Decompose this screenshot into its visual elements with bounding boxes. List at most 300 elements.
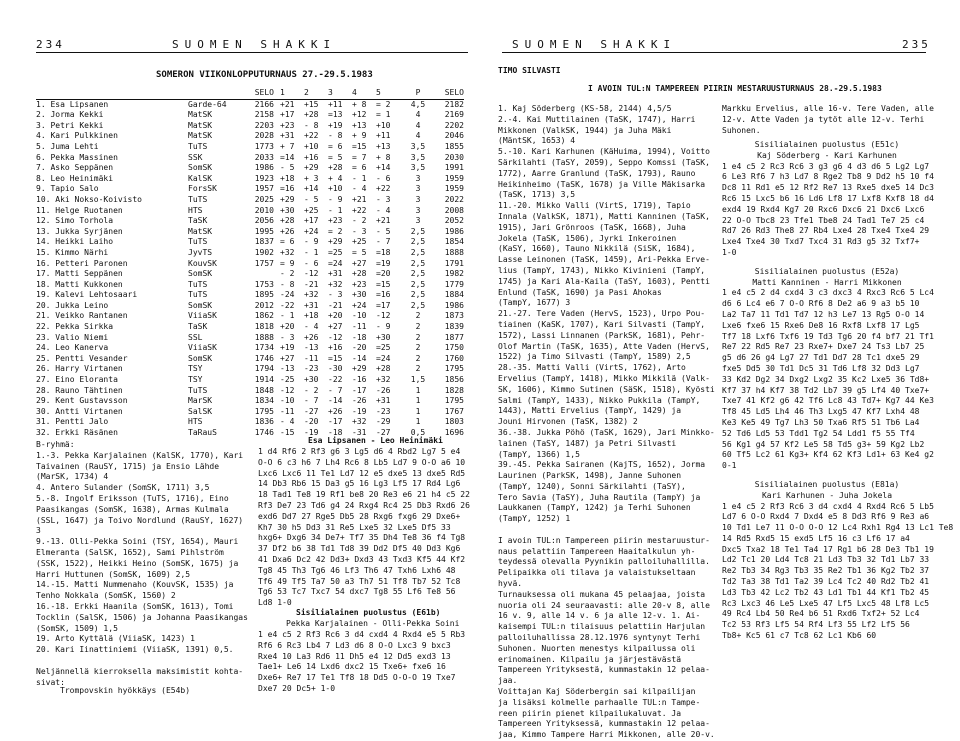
text-line: Suhonen. Nuorten menestys kilpailussa oli bbox=[498, 643, 696, 653]
table-cell: -22 bbox=[328, 375, 343, 385]
notes-line: 1.-3. Pekka Karjalainen (KalSK, 1770), Kari bbox=[36, 450, 244, 460]
table-cell: +28 bbox=[352, 269, 367, 279]
table-cell: 1854 bbox=[444, 237, 464, 247]
left-header-rule bbox=[36, 52, 468, 53]
table-cell: - 3 bbox=[328, 290, 343, 300]
text-line: nuoria oli 24 seuraavasti: alle 20-v 8, alle bbox=[498, 600, 710, 610]
table-row bbox=[36, 269, 464, 280]
text-line: Pelipaikka oli tilava ja valaistukseltaan bbox=[498, 568, 696, 578]
header-cell: SELO bbox=[444, 88, 464, 97]
table-cell: = 1 bbox=[376, 110, 391, 120]
table-cell: 16. Petteri Paronen bbox=[36, 258, 128, 268]
table-cell: -29 bbox=[376, 417, 391, 427]
table-cell: MatSK bbox=[188, 120, 213, 130]
table-cell: - 4 bbox=[376, 205, 391, 215]
game-block bbox=[722, 140, 932, 259]
text-line: (TampY, 1252) 1 bbox=[498, 514, 571, 524]
move-line: g5 d6 26 g4 Lg7 27 Td1 Dd7 28 Tc1 dxe5 29 bbox=[722, 353, 920, 363]
table-cell: Garde-64 bbox=[188, 99, 240, 110]
table-cell: = 7 bbox=[352, 152, 367, 162]
table-cell: 1791 bbox=[444, 258, 464, 268]
table-cell: -11 bbox=[280, 406, 295, 416]
table-cell: 2028 bbox=[254, 131, 274, 141]
notes-line: sivat: bbox=[36, 677, 65, 687]
table-cell: 22. Pekka Sirkka bbox=[36, 322, 114, 332]
table-cell: = 9 bbox=[280, 258, 295, 268]
text-line: jaa. bbox=[498, 676, 518, 686]
header-cell: SELO bbox=[254, 88, 274, 97]
text-line: Tampereen Yrityksessä, kummastakin 12 pelaa- bbox=[498, 719, 710, 729]
right-results-text bbox=[498, 104, 715, 741]
table-cell: 3,5 bbox=[410, 152, 426, 162]
move-line: 22 O-O Tbc8 23 Tfe1 Tbe8 24 Tad1 Te7 25 c4 bbox=[722, 215, 925, 225]
table-row bbox=[36, 301, 464, 312]
table-cell: 3 bbox=[415, 194, 421, 204]
table-cell: -21 bbox=[304, 279, 319, 289]
table-cell: TaSK bbox=[188, 322, 208, 332]
text-line: Laukkanen (TampY, 1242) ja Terhi Suhonen bbox=[498, 503, 691, 513]
table-cell: 1986 bbox=[254, 163, 274, 173]
table-cell: 2158 bbox=[254, 110, 274, 120]
table-cell: KouvSK bbox=[188, 258, 217, 268]
table-cell: -19 bbox=[304, 428, 319, 437]
notes-line: Taivainen (RauSY, 1715) ja Ensio Lähde bbox=[36, 461, 220, 471]
table-cell: = 6 bbox=[280, 237, 295, 247]
table-cell: - 9 bbox=[376, 322, 391, 332]
table-cell: - 1 bbox=[352, 173, 367, 183]
text-line: Suhonen. bbox=[722, 125, 761, 135]
table-cell: 1895 bbox=[254, 290, 274, 300]
table-cell: - 2 bbox=[280, 269, 295, 279]
table-cell: +17 bbox=[304, 216, 319, 226]
table-cell: 1779 bbox=[444, 279, 464, 289]
table-cell: HTS bbox=[188, 417, 203, 427]
table-row bbox=[36, 142, 464, 153]
notes-line: Neljännellä kierroksella maksimistit kohta- bbox=[36, 666, 244, 676]
table-cell: =13 bbox=[328, 110, 343, 120]
table-cell: -12 bbox=[328, 332, 343, 342]
table-cell: 2022 bbox=[444, 194, 464, 204]
table-cell: +21 bbox=[352, 194, 367, 204]
table-cell: 2,5 bbox=[410, 226, 426, 236]
move-line: 1 d4 Rf6 2 Rf3 g6 3 Lg5 d6 4 Rbd2 Lg7 5 e4 bbox=[258, 447, 461, 456]
table-cell: 28. Rauno Tähtinen bbox=[36, 385, 123, 395]
table-cell: +11 bbox=[376, 131, 391, 141]
table-cell: =25 bbox=[328, 247, 343, 257]
table-cell: 10. Aki Nokso-Koivisto bbox=[36, 194, 142, 204]
table-cell: =20 bbox=[376, 269, 391, 279]
table-cell: 2 bbox=[415, 353, 421, 363]
table-cell: MarSK bbox=[188, 396, 213, 406]
header-cell: 4 bbox=[352, 88, 357, 97]
text-line: Jouni Hirvonen (TaSK, 1382) 2 bbox=[498, 417, 638, 427]
header-cell: P bbox=[415, 88, 421, 97]
table-cell: 1839 bbox=[444, 322, 464, 332]
b-group-notes bbox=[36, 440, 260, 688]
table-cell: +16 bbox=[304, 152, 319, 162]
table-cell: +10 bbox=[304, 141, 319, 151]
table-cell: SalSK bbox=[188, 406, 213, 416]
table-cell: +30 bbox=[304, 375, 319, 385]
table-cell: 2012 bbox=[254, 300, 274, 310]
text-line: 28.-35. Matti Valli (VirtS, 1762), Arto bbox=[498, 363, 686, 373]
table-cell: = 2 bbox=[328, 226, 343, 236]
notes-line: Tocklin (SalSK, 1506) ja Johanna Paasikangas bbox=[36, 612, 248, 622]
move-line: Tf7 18 Lxf6 Txf6 19 Td3 Tg6 20 f4 bf7 21 Tf1 bbox=[722, 331, 934, 341]
text-line: 12-v. Atte Vaden ja tytöt alle 12-v. Terhi bbox=[722, 114, 925, 124]
table-cell: -10 bbox=[352, 311, 367, 321]
move-line: Tf8 45 Ld5 Lh4 46 Th3 Lxg5 47 Kf7 Lxh4 48 bbox=[722, 407, 920, 417]
table-cell: SSL bbox=[188, 332, 203, 342]
notes-line: 4. Antero Sulander (SomSK, 1711) 3,5 bbox=[36, 483, 210, 493]
table-cell: 3 bbox=[415, 173, 421, 183]
table-cell: 1888 bbox=[444, 247, 464, 257]
table-cell: +27 bbox=[352, 258, 367, 268]
table-cell: - 2 bbox=[304, 385, 319, 395]
move-line: 60 Tf5 Lc2 61 Kg3+ Kf4 62 Kf3 Ld1+ 63 Ke4 g2 bbox=[722, 450, 934, 460]
table-cell: -19 bbox=[352, 406, 367, 416]
table-cell: 11. Helge Ruotanen bbox=[36, 205, 123, 215]
table-cell: TaSK bbox=[188, 216, 208, 226]
text-line: tiainen (KaSK, 1707), Kari Silvasti (TampY, bbox=[498, 319, 706, 329]
table-cell: +25 bbox=[352, 237, 367, 247]
table-cell: 3,5 bbox=[410, 141, 426, 151]
move-line: Kf7 37 h4 Kf7 38 Td2 Lb7 39 g5 Lf4 40 Txe7+ bbox=[722, 385, 930, 395]
table-cell: 4 bbox=[415, 110, 421, 120]
text-line: Markku Ervelius, alle 16-v. Tere Vaden, alle bbox=[722, 104, 934, 113]
move-line: Txe7 41 Kf2 g6 42 Tf6 Lc8 43 Td7+ Kg7 44 Ke3 bbox=[722, 396, 934, 406]
table-cell: -18 bbox=[352, 332, 367, 342]
table-cell: -23 bbox=[304, 364, 319, 374]
table-cell: 2052 bbox=[444, 216, 464, 226]
table-cell: -20 bbox=[352, 343, 367, 353]
text-line: 1. Kaj Söderberg (KS-58, 2144) 4,5/5 bbox=[498, 104, 672, 113]
table-row bbox=[36, 407, 464, 418]
table-row bbox=[36, 121, 464, 132]
move-line: 37 Df2 b6 38 Td1 Td8 39 Dd2 Df5 40 Dd3 Kg6 bbox=[258, 544, 461, 554]
table-cell: 1862 bbox=[254, 311, 274, 321]
move-line: 1 e4 c5 2 Rc3 Rc6 3 g3 g6 4 d3 d6 5 Lg2 Lg7 bbox=[722, 161, 930, 171]
text-line: 21.-27. Tere Vaden (HervS, 1523), Urpo Pou- bbox=[498, 309, 706, 319]
table-cell: 1902 bbox=[254, 247, 274, 257]
table-cell: 2202 bbox=[444, 120, 464, 130]
table-cell: 30. Antti Virtanen bbox=[36, 406, 123, 416]
notes-line: (MarSK, 1734) 4 bbox=[36, 472, 109, 482]
table-cell: +26 bbox=[280, 226, 295, 236]
table-row bbox=[36, 290, 464, 301]
table-cell: 1 bbox=[415, 417, 421, 427]
table-cell: -11 bbox=[352, 322, 367, 332]
text-line: Mikkonen (ValkSK, 1944) ja Juha Mäki bbox=[498, 125, 672, 135]
table-cell: 1888 bbox=[254, 332, 274, 342]
table-cell: 1. Esa Lipsanen bbox=[36, 99, 188, 110]
table-cell: =15 bbox=[328, 353, 343, 363]
text-line: Laurinen (ParkSK, 1498), Janne Suhonen bbox=[498, 471, 682, 481]
table-cell: 2203 bbox=[254, 120, 274, 130]
table-cell: 12. Simo Torhola bbox=[36, 216, 114, 226]
table-row bbox=[36, 163, 464, 174]
table-row bbox=[36, 322, 464, 333]
table-cell: 1855 bbox=[444, 141, 464, 151]
table-cell: 2,5 bbox=[410, 247, 426, 257]
table-row bbox=[36, 99, 464, 110]
table-cell: -12 bbox=[280, 385, 295, 395]
table-cell: 1818 bbox=[254, 322, 274, 332]
table-cell: 2. Jorma Kekki bbox=[36, 110, 104, 120]
table-cell: 2,5 bbox=[410, 237, 426, 247]
table-cell: TSY bbox=[188, 364, 203, 374]
table-cell: SomSK bbox=[188, 353, 213, 363]
move-line: Tc2 53 Rf3 Lf5 54 Rf4 Lf3 55 Lf2 Lf5 56 bbox=[722, 620, 910, 630]
table-row bbox=[36, 248, 464, 259]
table-cell: +32 bbox=[304, 290, 319, 300]
table-cell: +28 bbox=[376, 364, 391, 374]
table-cell: - 5 bbox=[376, 226, 391, 236]
table-cell: -31 bbox=[352, 428, 367, 437]
table-cell: +28 bbox=[328, 163, 343, 173]
table-cell: +23 bbox=[280, 120, 295, 130]
move-line: Rf3 De7 23 Td6 g4 24 Rxg4 Rc4 25 Db3 Rxd6 26 bbox=[258, 500, 470, 510]
table-cell: 32. Erkki Räsänen bbox=[36, 428, 118, 437]
move-line: 1 e4 c5 2 d4 cxd4 3 c3 dxc3 4 Rxc3 Rc6 5 Lc4 bbox=[722, 288, 934, 298]
table-row bbox=[36, 311, 464, 322]
table-cell: 29. Kent Gustavsson bbox=[36, 396, 128, 406]
notes-line: B-ryhmä: bbox=[36, 440, 75, 449]
table-row bbox=[36, 184, 464, 195]
table-cell: +31 bbox=[304, 300, 319, 310]
table-cell: 2030 bbox=[444, 152, 464, 162]
table-cell: - 9 bbox=[328, 194, 343, 204]
move-line: Dxe7 20 Dc5+ 1-0 bbox=[258, 683, 336, 693]
text-line: Jokela (TaSK, 1506), Jyrki Inkeroinen bbox=[498, 233, 677, 243]
table-cell: +30 bbox=[280, 205, 295, 215]
table-cell: 7. Asko Seppänen bbox=[36, 163, 114, 173]
left-running-title: SUOMEN SHAKKI bbox=[172, 38, 337, 51]
table-cell: +10 bbox=[328, 184, 343, 194]
table-cell: 1746 bbox=[254, 428, 274, 437]
table-cell: 21. Veikko Rantanen bbox=[36, 311, 128, 321]
move-line: 10 Td1 Le7 11 O-O O-O 12 Lc4 Rxh1 Rg4 13 Lc1 Te8 bbox=[722, 523, 954, 533]
table-cell: 1 bbox=[415, 396, 421, 406]
move-line: Tf6 49 Tf5 Ta7 50 a3 Th7 51 Tf8 Tb7 52 Tc8 bbox=[258, 576, 461, 586]
header-cell: 3 bbox=[328, 88, 333, 97]
table-cell: 3,5 bbox=[410, 163, 426, 173]
table-cell: - 3 bbox=[376, 194, 391, 204]
table-cell: 1750 bbox=[444, 343, 464, 353]
table-cell: - 3 bbox=[352, 226, 367, 236]
move-line: Dxe6+ Re7 17 Te1 Tf8 18 Dd5 O-O-O 19 Txe7 bbox=[258, 673, 456, 683]
table-cell: 1957 bbox=[254, 184, 274, 194]
table-cell: +19 bbox=[328, 120, 343, 130]
move-line: exd6 Dd7 27 Rge5 Db5 28 Rxg6 fxg6 29 Dxe6+ bbox=[258, 511, 461, 521]
table-cell: 1760 bbox=[444, 353, 464, 363]
notes-line: (SSL, 1647) ja Toivo Nordlund (RauSY, 1627) bbox=[36, 515, 244, 525]
table-cell: - 7 bbox=[376, 237, 391, 247]
table-cell: 1856 bbox=[444, 375, 464, 385]
table-cell: 1884 bbox=[444, 290, 464, 300]
game-block bbox=[722, 479, 954, 642]
table-cell: ViiaSK bbox=[188, 311, 217, 321]
table-cell: 1995 bbox=[254, 226, 274, 236]
text-line: Salmi (TampY, 1433), Nikko Pukkila (TampY, bbox=[498, 395, 701, 405]
text-line: 1772), Aarre Granlund (TaSK, 1793), Rauno bbox=[498, 168, 696, 178]
table-row bbox=[36, 110, 464, 121]
table-cell: +28 bbox=[304, 110, 319, 120]
move-line: 6 Le3 Rf6 7 h3 Ld7 8 Rge2 Tb8 9 Dd2 h5 10 f4 bbox=[722, 172, 934, 182]
table-cell: 1696 bbox=[444, 428, 464, 437]
text-line: (KaSY, 1660), Tauno Nikkilä (SiSK, 1684), bbox=[498, 244, 696, 254]
table-cell: TuTS bbox=[188, 279, 208, 289]
notes-line: 14.-15. Matti Nummenaho (KouvSK, 1535) ja bbox=[36, 580, 234, 590]
game-title: Sisilialainen puolustus (E52a) bbox=[754, 266, 900, 276]
table-cell: - 3 bbox=[280, 332, 295, 342]
table-cell: +14 bbox=[376, 163, 391, 173]
move-line: Dc8 11 Rd1 e5 12 Rf2 Re7 13 Rxe5 dxe5 14 Dc3 bbox=[722, 183, 934, 193]
table-cell: 2166 bbox=[240, 99, 280, 110]
notes-line: 9.-13. Olli-Pekka Soini (TSY, 1654), Mauri bbox=[36, 537, 239, 547]
table-cell: 1794 bbox=[254, 364, 274, 374]
table-cell: +26 bbox=[328, 406, 343, 416]
notes-line: 20. Kari Iinattiniemi (ViiaSK, 1391) 0,5. bbox=[36, 645, 234, 655]
game-title-e61b: Sisilialainen puolustus (E61b) bbox=[296, 608, 441, 617]
table-cell: 1986 bbox=[444, 226, 464, 236]
table-cell: 1795 bbox=[444, 364, 464, 374]
move-line: Dxc5 Txa2 18 Te1 Ta4 17 Rg1 b6 28 De3 Tb1 19 bbox=[722, 544, 934, 554]
table-cell: -21 bbox=[328, 300, 343, 310]
text-line: (TampY, 1366) 1,5 bbox=[498, 449, 580, 459]
text-line: Tero Savia (TaSY), Juha Rautila (TampY) ja bbox=[498, 492, 701, 502]
table-cell: +24 bbox=[304, 226, 319, 236]
table-cell: 2033 bbox=[254, 152, 274, 162]
text-line: kaisempi TUL:n tilaisuus pelattiin Harjulan bbox=[498, 622, 706, 632]
table-cell: 2169 bbox=[444, 110, 464, 120]
move-line: Rc6 15 Lxc5 b6 16 Ld6 Lf8 17 Lxf8 Kxf8 18 d4 bbox=[722, 193, 934, 203]
move-line: Tb8+ Kc5 61 c7 Tc8 62 Lc1 Kb6 60 bbox=[722, 631, 877, 641]
table-row bbox=[36, 153, 464, 164]
table-cell: 6. Pekka Massinen bbox=[36, 152, 118, 162]
text-line: 39.-45. Pekka Sairanen (KajTS, 1652), Jorma bbox=[498, 460, 706, 470]
move-line: d6 6 Lc4 e6 7 O-O Rf6 8 De2 a6 9 a3 b5 10 bbox=[722, 299, 920, 309]
table-cell: TuTS bbox=[188, 237, 208, 247]
table-cell: HTS bbox=[188, 205, 203, 215]
table-cell: +15 bbox=[304, 99, 328, 110]
table-cell: 1848 bbox=[254, 385, 274, 395]
notes-line: 3 bbox=[36, 526, 41, 536]
text-line: Enlund (TaSK, 1690) ja Pasi Ahokas bbox=[498, 287, 662, 297]
game-title: Sisilialainen puolustus (E81a) bbox=[754, 479, 900, 489]
table-cell: 0,5 bbox=[410, 428, 426, 437]
notes-line: 19. Arto Kyttälä (ViiaSK, 1423) 1 bbox=[36, 634, 195, 644]
table-cell: +14 bbox=[304, 184, 319, 194]
table-row bbox=[36, 396, 464, 407]
table-row bbox=[36, 386, 464, 397]
table-cell: 24. Leo Kanerva bbox=[36, 343, 109, 353]
table-cell: +23 bbox=[328, 216, 343, 226]
move-line: Lxc6 Lxc6 11 Te1 Ld7 12 e5 dxe5 13 dxe5 Rd5 bbox=[258, 468, 466, 478]
table-cell: 2,5 bbox=[410, 269, 426, 279]
table-cell: +29 bbox=[328, 237, 343, 247]
right-tournament-title: I AVOIN TUL:N TAMPEREEN PIIRIN MESTARUUSTURNAUS 28.-29.5.1983 bbox=[588, 84, 882, 93]
table-cell: 1 bbox=[415, 385, 421, 395]
table-cell: TaRauS bbox=[188, 428, 217, 437]
table-cell: 1 bbox=[415, 406, 421, 416]
table-cell: 1773 bbox=[254, 141, 274, 151]
table-cell: 2025 bbox=[254, 194, 274, 204]
table-cell: +24 bbox=[352, 300, 367, 310]
table-cell: +10 bbox=[376, 120, 391, 130]
table-cell: 31. Pentti Jalo bbox=[36, 417, 109, 427]
text-line: 2.-4. Kai Muttilainen (TaSK, 1747), Harri bbox=[498, 114, 696, 124]
table-cell: 1914 bbox=[254, 375, 274, 385]
table-cell: -17 bbox=[352, 385, 367, 395]
table-cell: 5. Juma Lehti bbox=[36, 141, 99, 151]
table-cell: 1828 bbox=[444, 385, 464, 395]
table-cell: TSY bbox=[188, 375, 203, 385]
table-cell: - 7 bbox=[328, 385, 343, 395]
move-line: Ld2 Tc1 20 Ld4 Tc8 21 Ld3 Tb3 32 Td1 Lb7 33 bbox=[722, 555, 930, 565]
text-line: Heikinheimo (TaSK, 1678) ja Ville Mäkisarka bbox=[498, 179, 706, 189]
move-line: Tae1+ Le6 14 Lxd6 dxc2 15 Txe6+ fxe6 16 bbox=[258, 662, 446, 672]
text-line: jaa, Kimmo Tampere Harri Mikkonen, alle 20-v. bbox=[498, 730, 715, 740]
move-line: Ld7 6 O-O Rxd4 7 Dxd4 e5 8 Dd3 Rf6 9 Re3 a6 bbox=[722, 512, 930, 522]
move-line: 52 Td6 Ld5 53 Tdd1 Tg2 54 Ldd1 f5 55 Tf4 bbox=[722, 428, 915, 438]
table-cell: -13 bbox=[280, 364, 295, 374]
move-line: 14 Db3 Rb6 15 Da3 g5 16 Lg3 Lf5 17 Rd4 Lg6 bbox=[258, 479, 461, 489]
table-cell: 1982 bbox=[444, 269, 464, 279]
table-cell: -27 bbox=[376, 428, 391, 437]
move-line: 18 Tad1 Te8 19 Rf1 be8 20 Re3 e6 21 h4 c5 22 bbox=[258, 490, 470, 500]
notes-line: Elmeranta (SalSK, 1652), Sami Pihlström bbox=[36, 547, 224, 557]
table-cell: - 1 bbox=[328, 205, 343, 215]
table-cell: 2 bbox=[415, 343, 421, 353]
table-cell: - 7 bbox=[304, 396, 319, 406]
text-line: 1915), Jari Grönroos (TaSK, 1668), Juha bbox=[498, 222, 686, 232]
table-cell: 4 bbox=[415, 131, 421, 141]
move-line: Kh7 30 h5 Dd3 31 Re5 Lxe5 32 Lxe5 Df5 33 bbox=[258, 522, 451, 532]
table-cell bbox=[240, 269, 280, 280]
table-cell: TuTS bbox=[188, 194, 208, 204]
table-cell: +11 bbox=[328, 99, 352, 110]
move-line: Rxe4 10 La3 Rd6 11 Dh5 e4 12 Dd5 exd3 13 bbox=[258, 651, 451, 661]
move-line: exd4 19 Rxd4 Kg7 20 Rxc6 Dxc6 21 Dxc6 Lxc6 bbox=[722, 204, 925, 214]
header-cell bbox=[188, 88, 240, 99]
table-cell: 8. Leo Heinimäki bbox=[36, 173, 114, 183]
table-cell: 1746 bbox=[254, 353, 274, 363]
table-cell: 2,5 bbox=[410, 279, 426, 289]
table-cell: +16 bbox=[328, 343, 343, 353]
table-cell: +19 bbox=[280, 343, 295, 353]
table-row bbox=[36, 131, 464, 142]
results-table bbox=[36, 88, 464, 439]
table-cell: +26 bbox=[304, 332, 319, 342]
table-cell: +13 bbox=[352, 120, 367, 130]
table-cell: 1,5 bbox=[410, 375, 426, 385]
move-line: 1-0 bbox=[722, 247, 737, 257]
table-cell: - 5 bbox=[304, 194, 319, 204]
table-cell: 1834 bbox=[254, 396, 274, 406]
table-cell: 2046 bbox=[444, 131, 464, 141]
table-row bbox=[36, 195, 464, 206]
table-cell: -30 bbox=[328, 364, 343, 374]
table-cell: 19. Kalevi Lehtosaari bbox=[36, 290, 138, 300]
move-line: Lxe4 Txe4 30 Txd7 Txc4 31 Rd3 g5 32 Txf7+ bbox=[722, 237, 920, 247]
table-cell: - 2 bbox=[352, 216, 367, 226]
text-line: SK, 1606), Kimmo Sutinen (SäSK, 1518), Kyösti bbox=[498, 384, 715, 394]
move-line: 49 Rc4 Lb4 50 Re4 b6 51 Rxd6 Txf2+ 52 Lc4 bbox=[722, 609, 920, 619]
table-row bbox=[36, 364, 464, 375]
table-cell: 3 bbox=[415, 216, 421, 226]
table-cell: 20. Jukka Leino bbox=[36, 300, 109, 310]
